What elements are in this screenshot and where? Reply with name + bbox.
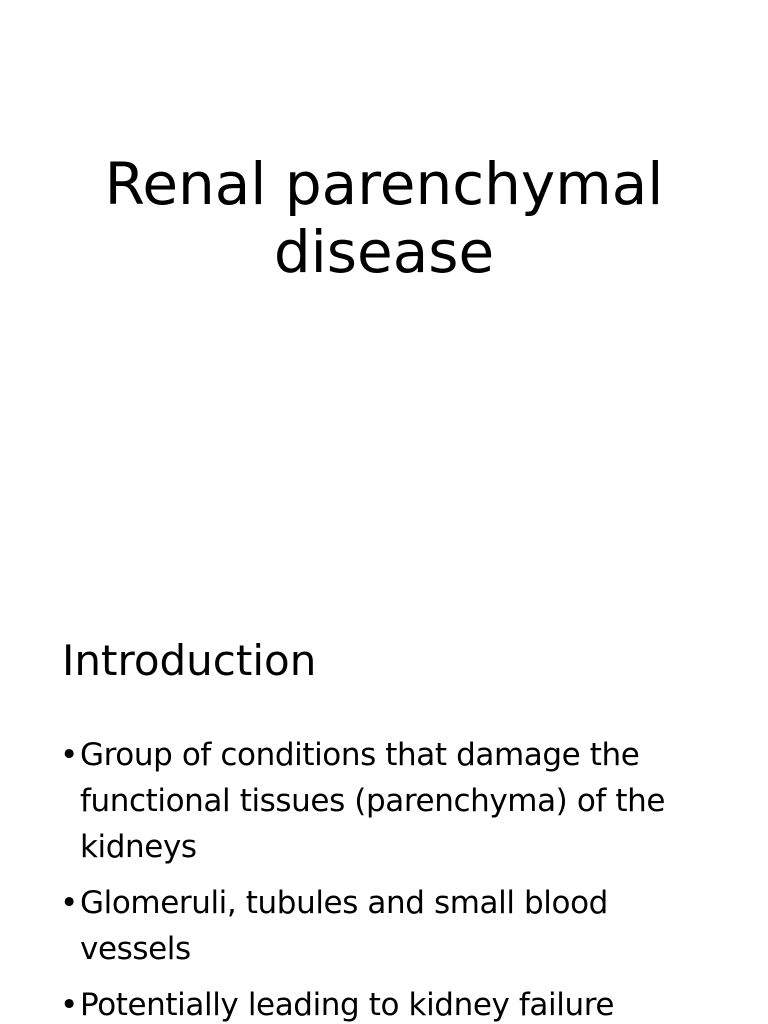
bullet-list <box>62 732 722 1024</box>
slide-title <box>40 150 728 286</box>
bullet-item-3: • Potentially leading to kidney failure <box>62 982 722 1024</box>
section-heading: Introduction <box>62 636 317 685</box>
slide-title-line-2: disease <box>273 218 495 286</box>
slide-title-line-1: Renal parenchymal <box>104 150 664 218</box>
introduction-slide <box>0 576 768 1024</box>
bullet-item-2: • Glomeruli, tubules and small blood vessels <box>62 880 722 972</box>
bullet-item-1: • Group of conditions that damage the functional tissues (parenchyma) of the kidneys <box>62 732 722 870</box>
